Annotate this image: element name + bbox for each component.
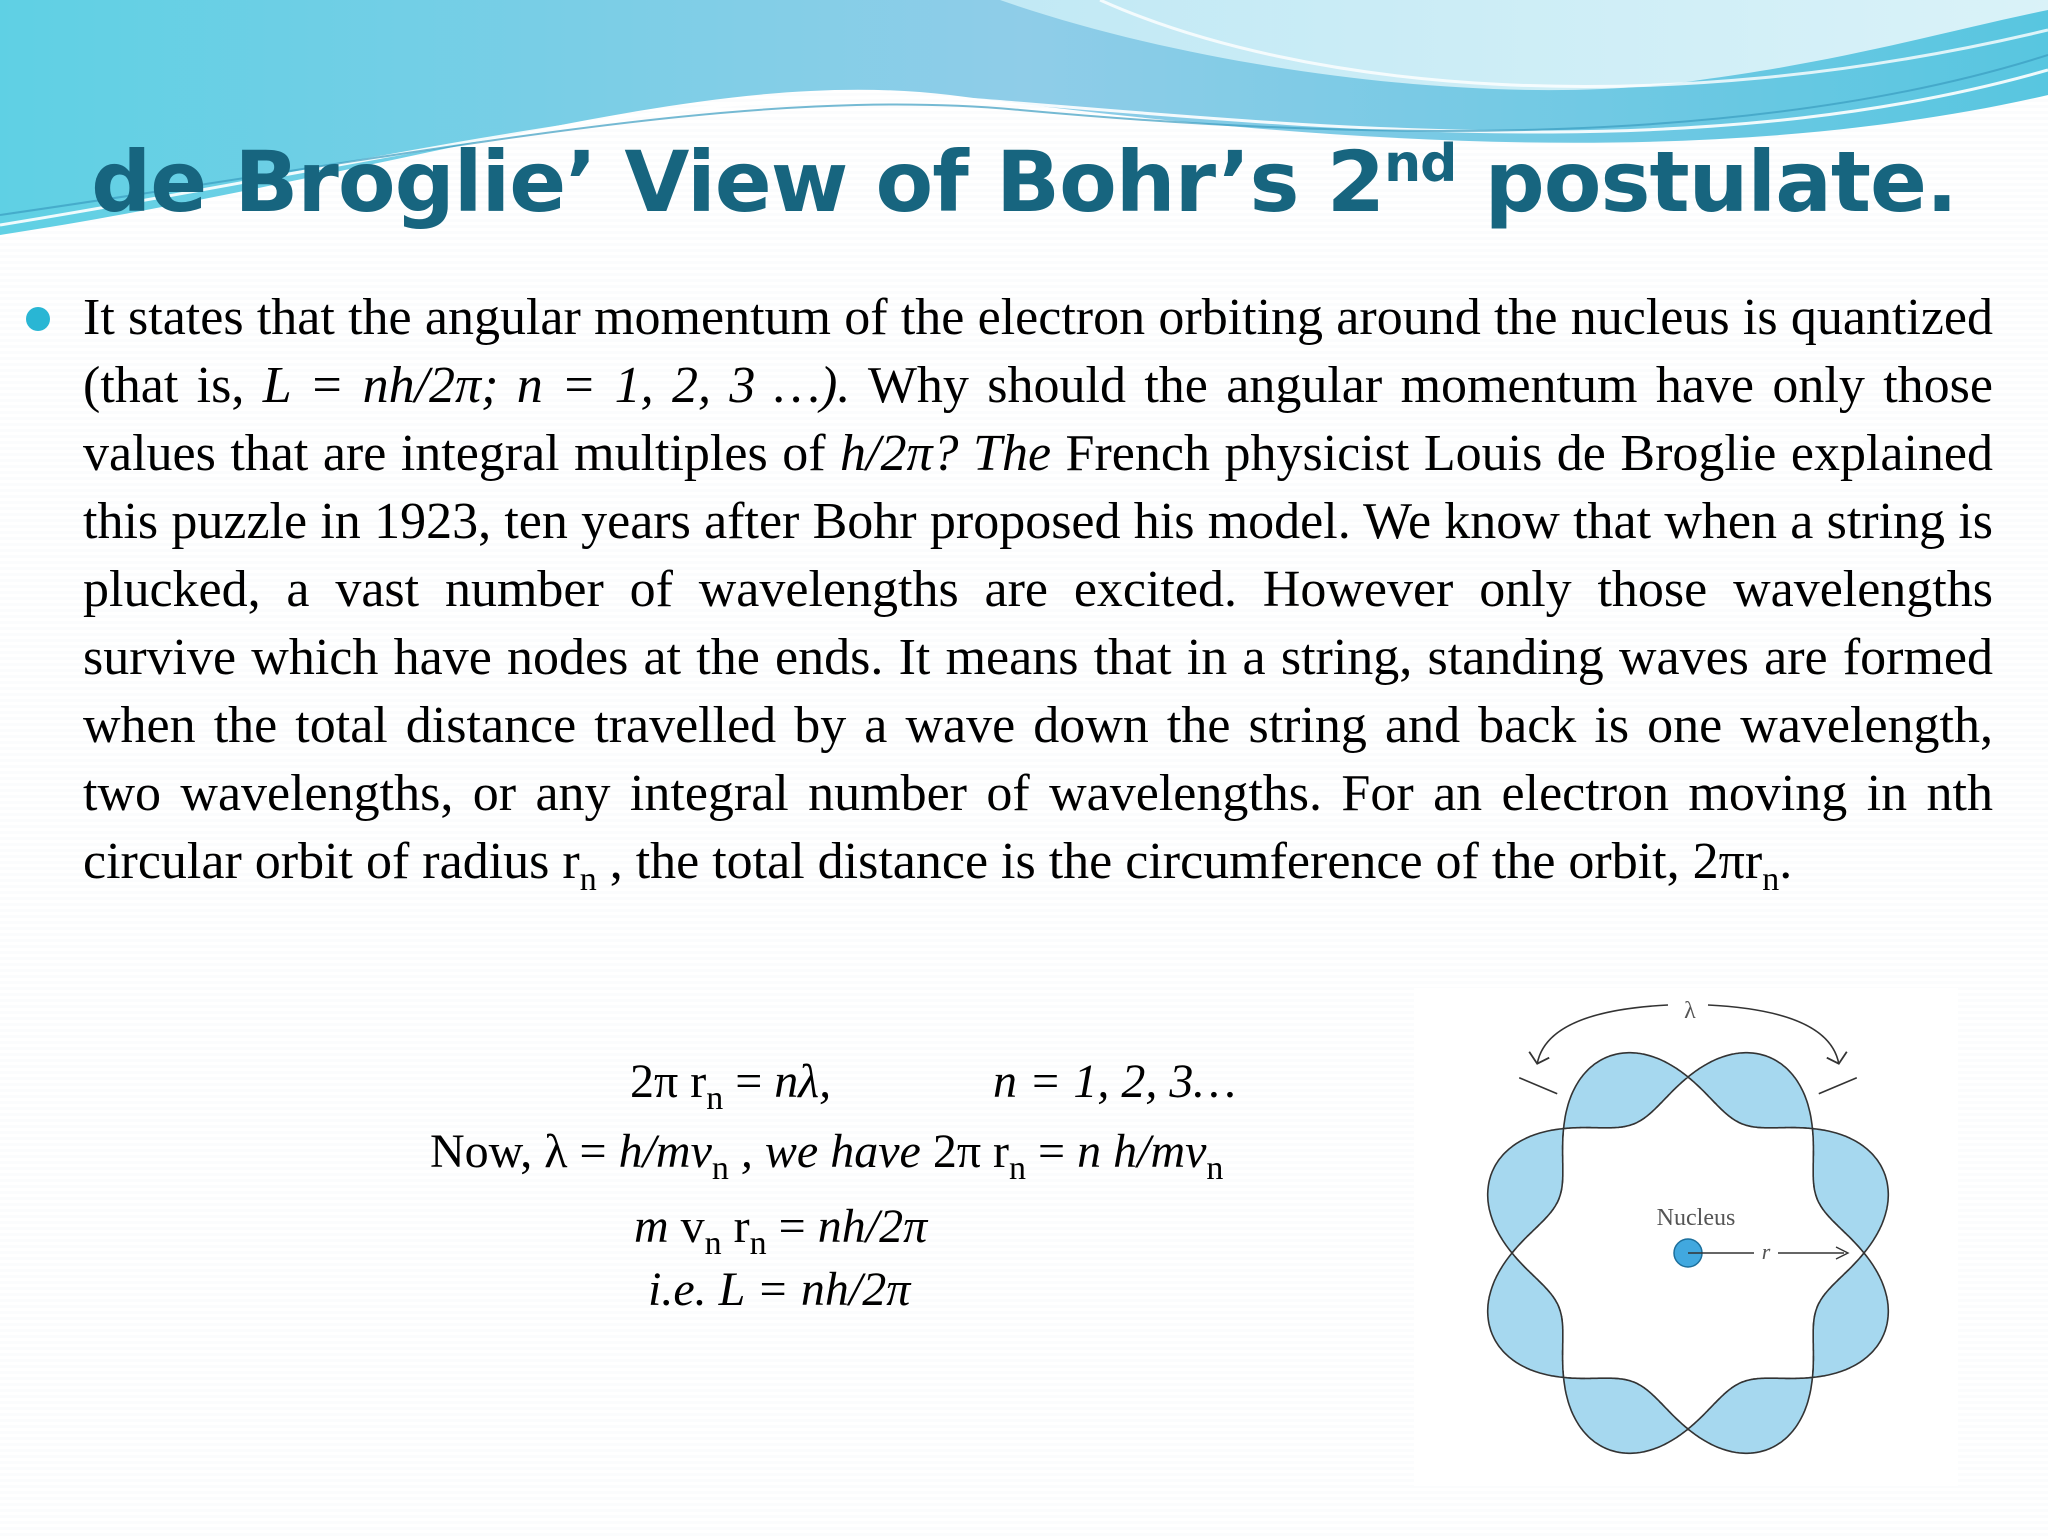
para-italic-2: h/2π? The bbox=[840, 425, 1052, 482]
eq4-italic: i.e. L = nh/2π bbox=[648, 1263, 911, 1316]
standing-wave-orbit-figure bbox=[1414, 988, 1958, 1486]
lambda-label: λ bbox=[1684, 998, 1696, 1024]
eq2-text-b: 2π r bbox=[932, 1125, 1010, 1178]
radius-label: r bbox=[1761, 1239, 1771, 1264]
nucleus-label: Nucleus bbox=[1656, 1205, 1736, 1231]
equation-2 bbox=[430, 1125, 1224, 1187]
eq2-italic-2: , we have bbox=[728, 1125, 933, 1178]
body-paragraph bbox=[83, 284, 1993, 896]
title-superscript: nd bbox=[1384, 134, 1457, 194]
title-rest: postulate. bbox=[1456, 133, 1957, 231]
equation-1-right bbox=[993, 1055, 1237, 1108]
equation-1-left bbox=[630, 1055, 832, 1117]
bullet-icon bbox=[26, 307, 50, 331]
eq3-sub-2: n bbox=[749, 1225, 767, 1262]
eq2-sub-3: n bbox=[1206, 1150, 1224, 1187]
eq1-right-italic: n = 1, 2, 3… bbox=[993, 1055, 1237, 1108]
eq3-italic-1: m bbox=[634, 1200, 669, 1253]
orbit-diagram bbox=[1414, 988, 1958, 1486]
para-text-2: Why should the angular momentum have only those values that are integral multiples of bbox=[83, 357, 1993, 482]
eq2-italic-3: n h/mv bbox=[1077, 1125, 1207, 1178]
eq1-sub: n bbox=[706, 1080, 724, 1117]
figure-background bbox=[1414, 988, 1958, 1486]
eq3-sub-1: n bbox=[704, 1225, 722, 1262]
para-sub-2: n bbox=[1762, 861, 1780, 898]
eq2-sub-2: n bbox=[1009, 1150, 1027, 1187]
para-text-5: . bbox=[1779, 833, 1793, 890]
eq2-equals: = bbox=[1026, 1125, 1078, 1178]
eq3-text-b: r bbox=[721, 1200, 750, 1253]
eq3-equals: = bbox=[766, 1200, 818, 1253]
equation-3 bbox=[634, 1200, 928, 1262]
para-text-3: French physicist Louis de Broglie explained this puzzle in 1923, ten years after Bohr proposed his model. We know that when a string is plucked, a vast number of wavelengths are excited. However only those wavelengths survive which have nodes at the ends. It means that in a string, standing waves are formed when the total distance travelled by a wave down the string and back is one wavelength, two wavelengths, or any integral number of wavelengths. For an electron moving in nth circular orbit of radius r bbox=[83, 425, 1994, 890]
eq2-italic-1: h/mv bbox=[618, 1125, 712, 1178]
eq1-equals: = bbox=[723, 1055, 775, 1108]
para-text-1: It states that the angular momentum of the electron orbiting around the nucleus is quantized (that is, bbox=[83, 289, 1993, 414]
eq2-text-a: Now, λ = bbox=[430, 1125, 619, 1178]
equation-4 bbox=[648, 1263, 911, 1316]
para-sub-1: n bbox=[579, 861, 597, 898]
eq1-text: 2π r bbox=[630, 1055, 707, 1108]
para-italic-1: L = nh/2π; n = 1, 2, 3 …). bbox=[262, 357, 851, 414]
eq2-sub-1: n bbox=[711, 1150, 729, 1187]
para-text-4: , the total distance is the circumference of the orbit, 2πr bbox=[596, 833, 1763, 890]
slide-title bbox=[0, 133, 2048, 231]
eq1-italic: nλ, bbox=[774, 1055, 832, 1108]
eq3-text-a: v bbox=[668, 1200, 705, 1253]
eq3-italic-2: nh/2π bbox=[817, 1200, 928, 1253]
title-main: de Broglie’ View of Bohr’s 2 bbox=[91, 133, 1385, 231]
